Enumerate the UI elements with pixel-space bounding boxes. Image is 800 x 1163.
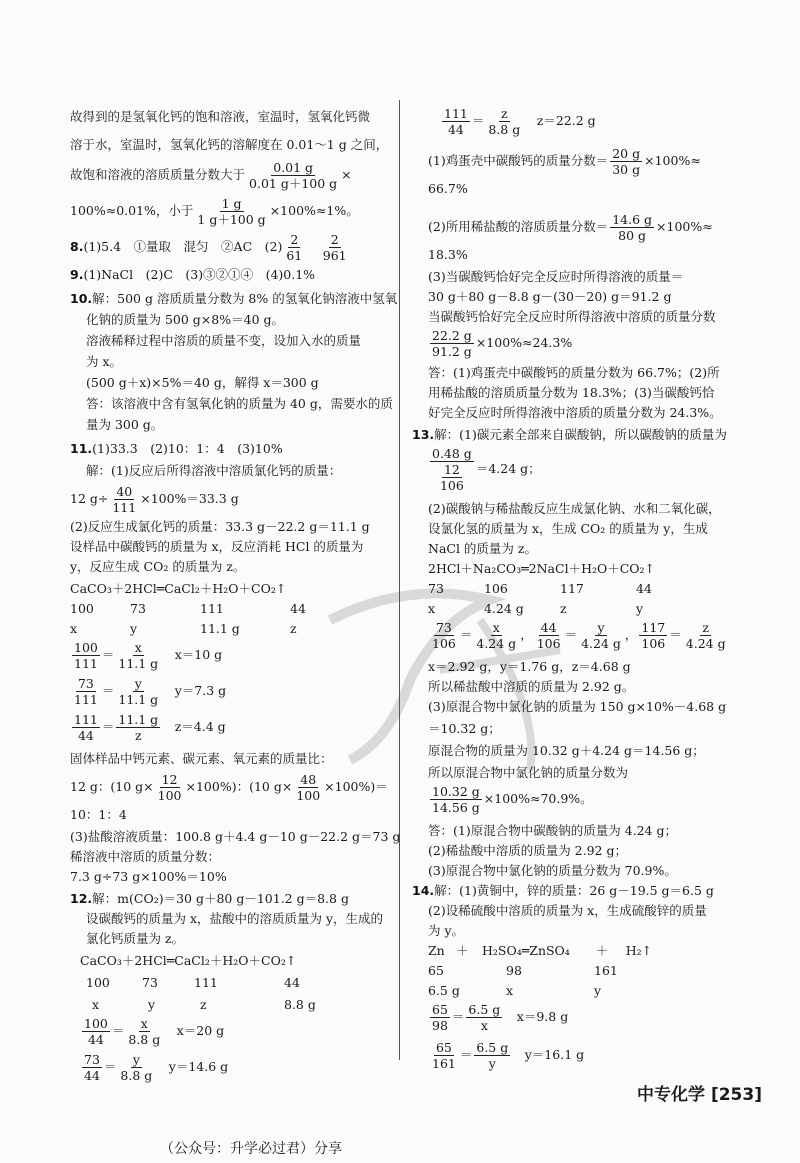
ratio-row: 100 73 111 44 xyxy=(70,601,306,616)
text-line: 稀溶液中溶质的质量分数： xyxy=(70,849,221,864)
ratio-row: x 4.24 g z y xyxy=(428,601,644,616)
proportion: $\frac{65}{161}$ ＝ $\frac{6.5 g}{y}$ y＝16.1 g xyxy=(432,1040,585,1071)
proportion: $\frac{111}{44}$ ＝ $\frac{11.1 g}{z}$ z＝4.4 g xyxy=(74,712,226,743)
text-line: 当碳酸钙恰好完全反应时所得溶液中溶质的质量分数 xyxy=(428,309,716,324)
chemical-equation: CaCO₃＋2HCl═CaCl₂＋H₂O＋CO₂↑ xyxy=(70,581,287,596)
text-line: (3)盐酸溶液质量：100.8 g＋4.4 g－10 g－22.2 g＝73 g xyxy=(70,829,401,844)
ratio-row: 100 73 111 44 xyxy=(86,975,300,990)
proportion: $\frac{100}{44}$ ＝ $\frac{x}{8.8 g}$ x＝20 g xyxy=(84,1016,225,1047)
ratio-row: 65 98 161 xyxy=(428,963,618,978)
page-number: 253 xyxy=(718,1085,755,1105)
text-line: (3)原混合物中氯化钠的质量为 150 g×10%－4.68 g xyxy=(428,699,727,714)
question-9: 9.(1)NaCl (2)C (3)③②①④ (4)0.1% xyxy=(70,267,316,282)
text-line: 66.7% xyxy=(428,181,468,196)
page-footer: 中专化学 [253] xyxy=(637,1085,762,1105)
ratio-row: x y z 8.8 g xyxy=(92,997,316,1012)
proportion: $\frac{111}{44}$ ＝ $\frac{z}{8.8 g}$ z＝22.2 g xyxy=(444,106,596,137)
text-line: 设样品中碳酸钙的质量为 x，反应消耗 HCl 的质量为 xyxy=(70,539,364,554)
text-line: 化钠的质量为 500 g×8%＝40 g。 xyxy=(86,312,284,327)
question-8: 8.(1)5.4 ①量取 混匀 ②AC (2) $\frac{2}{61}$ $\frac{2}{961}$ xyxy=(70,232,347,263)
share-note: （公众号：升学必过君）分享 xyxy=(160,1141,342,1157)
text-line: 100%≈0.01%，小于 $\frac{1 g}{1 g+100 g}$ ×100%≈1%。 xyxy=(70,196,359,227)
text-line: 18.3% xyxy=(428,247,468,262)
proportion: $\frac{100}{111}$ ＝ $\frac{x}{11.1 g}$ x＝10 g xyxy=(74,640,223,671)
text-line: (3)原混合物中氯化钠的质量分数为 70.9%。 xyxy=(428,863,677,878)
text-line: 溶于水，室温时，氢氧化钙的溶解度在 0.01～1 g 之间， xyxy=(70,137,389,152)
text-line: 30 g＋80 g－8.8 g－(30－20) g＝91.2 g xyxy=(428,289,672,304)
text-line: 设氯化氢的质量为 x，生成 CO₂ 的质量为 y，生成 xyxy=(428,521,708,536)
text-line: 12 g：(10 g× $\frac{12}{100}$ ×100%)：(10 g× $\frac{48}{100}$ ×100%)＝ xyxy=(70,772,388,803)
proportion: $\frac{73}{106}$ ＝ $\frac{x}{4.24 g}$ ， $\frac{44}{106}$ ＝ $\frac{y}{4.24 g}$ ， $\frac{117}{106}$ ＝ $\frac{z}{4.24 g}$ xyxy=(432,620,726,651)
text-line: 答：(1)鸡蛋壳中碳酸钙的质量分数为 66.7%；(2)所 xyxy=(428,365,720,380)
question-14: 14.解：(1)黄铜中，锌的质量：26 g－19.5 g＝6.5 g xyxy=(412,883,714,898)
text-line: (2)碳酸钠与稀盐酸反应生成氯化钠、水和二氧化碳， xyxy=(428,501,721,516)
text-line: (2)反应生成氯化钙的质量：33.3 g－22.2 g＝11.1 g xyxy=(70,519,370,534)
question-10: 10.解：500 g 溶质质量分数为 8% 的氢氧化钠溶液中氢氧 xyxy=(70,291,398,306)
text-line: 用稀盐酸的溶质质量分数为 18.3%；(3)当碳酸钙恰 xyxy=(428,385,715,400)
text-line: x＝2.92 g，y＝1.76 g，z＝4.68 g xyxy=(428,659,631,674)
chemical-equation: 2HCl＋Na₂CO₃═2NaCl＋H₂O＋CO₂↑ xyxy=(428,561,656,576)
text-line: 所以稀盐酸中溶质的质量为 2.92 g。 xyxy=(428,679,635,694)
proportion: $\frac{65}{98}$ ＝ $\frac{6.5 g}{x}$ x＝9.8 g xyxy=(432,1002,569,1033)
text-line: 为 x。 xyxy=(86,354,123,369)
text-line: 原混合物的质量为 10.32 g＋4.24 g＝14.56 g； xyxy=(428,743,705,758)
text-line: (2)设稀硫酸中溶质的质量为 x，生成硫酸锌的质量 xyxy=(428,903,707,918)
text-line: 故饱和溶液的溶质质量分数大于 $\frac{0.01 g}{0.01 g+100 g}$ × xyxy=(70,160,352,191)
chemical-equation: CaCO₃＋2HCl═CaCl₂＋H₂O＋CO₂↑ xyxy=(80,953,297,968)
question-11: 11.(1)33.3 (2)10：1：4 (3)10% xyxy=(70,441,283,456)
text-line: NaCl 的质量为 z。 xyxy=(428,541,537,556)
text-line: 好完全反应时所得溶液中溶质的质量分数为 24.3%。 xyxy=(428,405,722,420)
text-line: $\frac{0.48 g}{\frac{12}{106}}$ ＝4.24 g； xyxy=(432,446,541,493)
text-line: 7.3 g÷73 g×100%＝10% xyxy=(70,869,227,884)
ratio-row: 73 106 117 44 xyxy=(428,581,652,596)
text-line: (2)所用稀盐酸的溶质质量分数＝ $\frac{14.6 g}{80 g}$ ×100%≈ xyxy=(428,212,713,243)
column-divider xyxy=(399,100,400,1060)
ratio-row: x y 11.1 g z xyxy=(70,621,297,636)
text-line: 12 g÷ $\frac{40}{111}$ ×100%＝33.3 g xyxy=(70,484,239,515)
text-line: 所以原混合物中氯化钠的质量分数为 xyxy=(428,765,629,780)
ratio-row: 6.5 g x y xyxy=(428,983,602,998)
text-line: (1)鸡蛋壳中碳酸钙的质量分数＝ $\frac{20 g}{30 g}$ ×100%≈ xyxy=(428,146,701,177)
text-line: (500 g＋x)×5%＝40 g，解得 x＝300 g xyxy=(86,375,319,390)
text-line: 固体样品中钙元素、碳元素、氧元素的质量比： xyxy=(70,751,333,766)
chemical-equation: Zn ＋ H₂SO₄═ZnSO₄ ＋ H₂↑ xyxy=(428,943,653,958)
text-line: 溶液稀释过程中溶质的质量不变，设加入水的质量 xyxy=(86,333,362,348)
text-line: 答：该溶液中含有氢氧化钠的质量为 40 g，需要水的质 xyxy=(86,396,393,411)
text-line: 为 y。 xyxy=(428,923,465,938)
text-line: ＝10.32 g； xyxy=(428,721,501,736)
text-line: 解：(1)反应后所得溶液中溶质氯化钙的质量： xyxy=(86,463,342,478)
question-13: 13.解：(1)碳元素全部来自碳酸钠，所以碳酸钠的质量为 xyxy=(412,427,727,442)
text-line: (3)当碳酸钙恰好完全反应时所得溶液的质量＝ xyxy=(428,269,684,284)
question-12: 12.解：m(CO₂)＝30 g＋80 g－101.2 g＝8.8 g xyxy=(70,891,349,906)
proportion: $\frac{73}{111}$ ＝ $\frac{y}{11.1 g}$ y＝7.3 g xyxy=(74,676,227,707)
text-line: 设碳酸钙的质量为 x，盐酸中的溶质质量为 y，生成的 xyxy=(86,911,384,926)
text-line: 10：1：4 xyxy=(70,807,127,822)
text-line: 氯化钙质量为 z。 xyxy=(86,931,185,946)
text-line: 量为 300 g。 xyxy=(86,417,164,432)
text-line: 故得到的是氢氧化钙的饱和溶液，室温时，氢氧化钙微 xyxy=(70,109,371,124)
text-line: $\frac{22.2 g}{91.2 g}$ ×100%≈24.3% xyxy=(432,328,573,359)
text-line: 答：(1)原混合物中碳酸钠的质量为 4.24 g； xyxy=(428,823,677,838)
text-line: $\frac{10.32 g}{14.56 g}$ ×100%≈70.9%。 xyxy=(432,784,593,815)
proportion: $\frac{73}{44}$ ＝ $\frac{y}{8.8 g}$ y＝14.6 g xyxy=(84,1052,229,1083)
text-line: (2)稀盐酸中溶质的质量为 2.92 g； xyxy=(428,843,627,858)
text-line: y，反应生成 CO₂ 的质量为 z。 xyxy=(70,559,246,574)
